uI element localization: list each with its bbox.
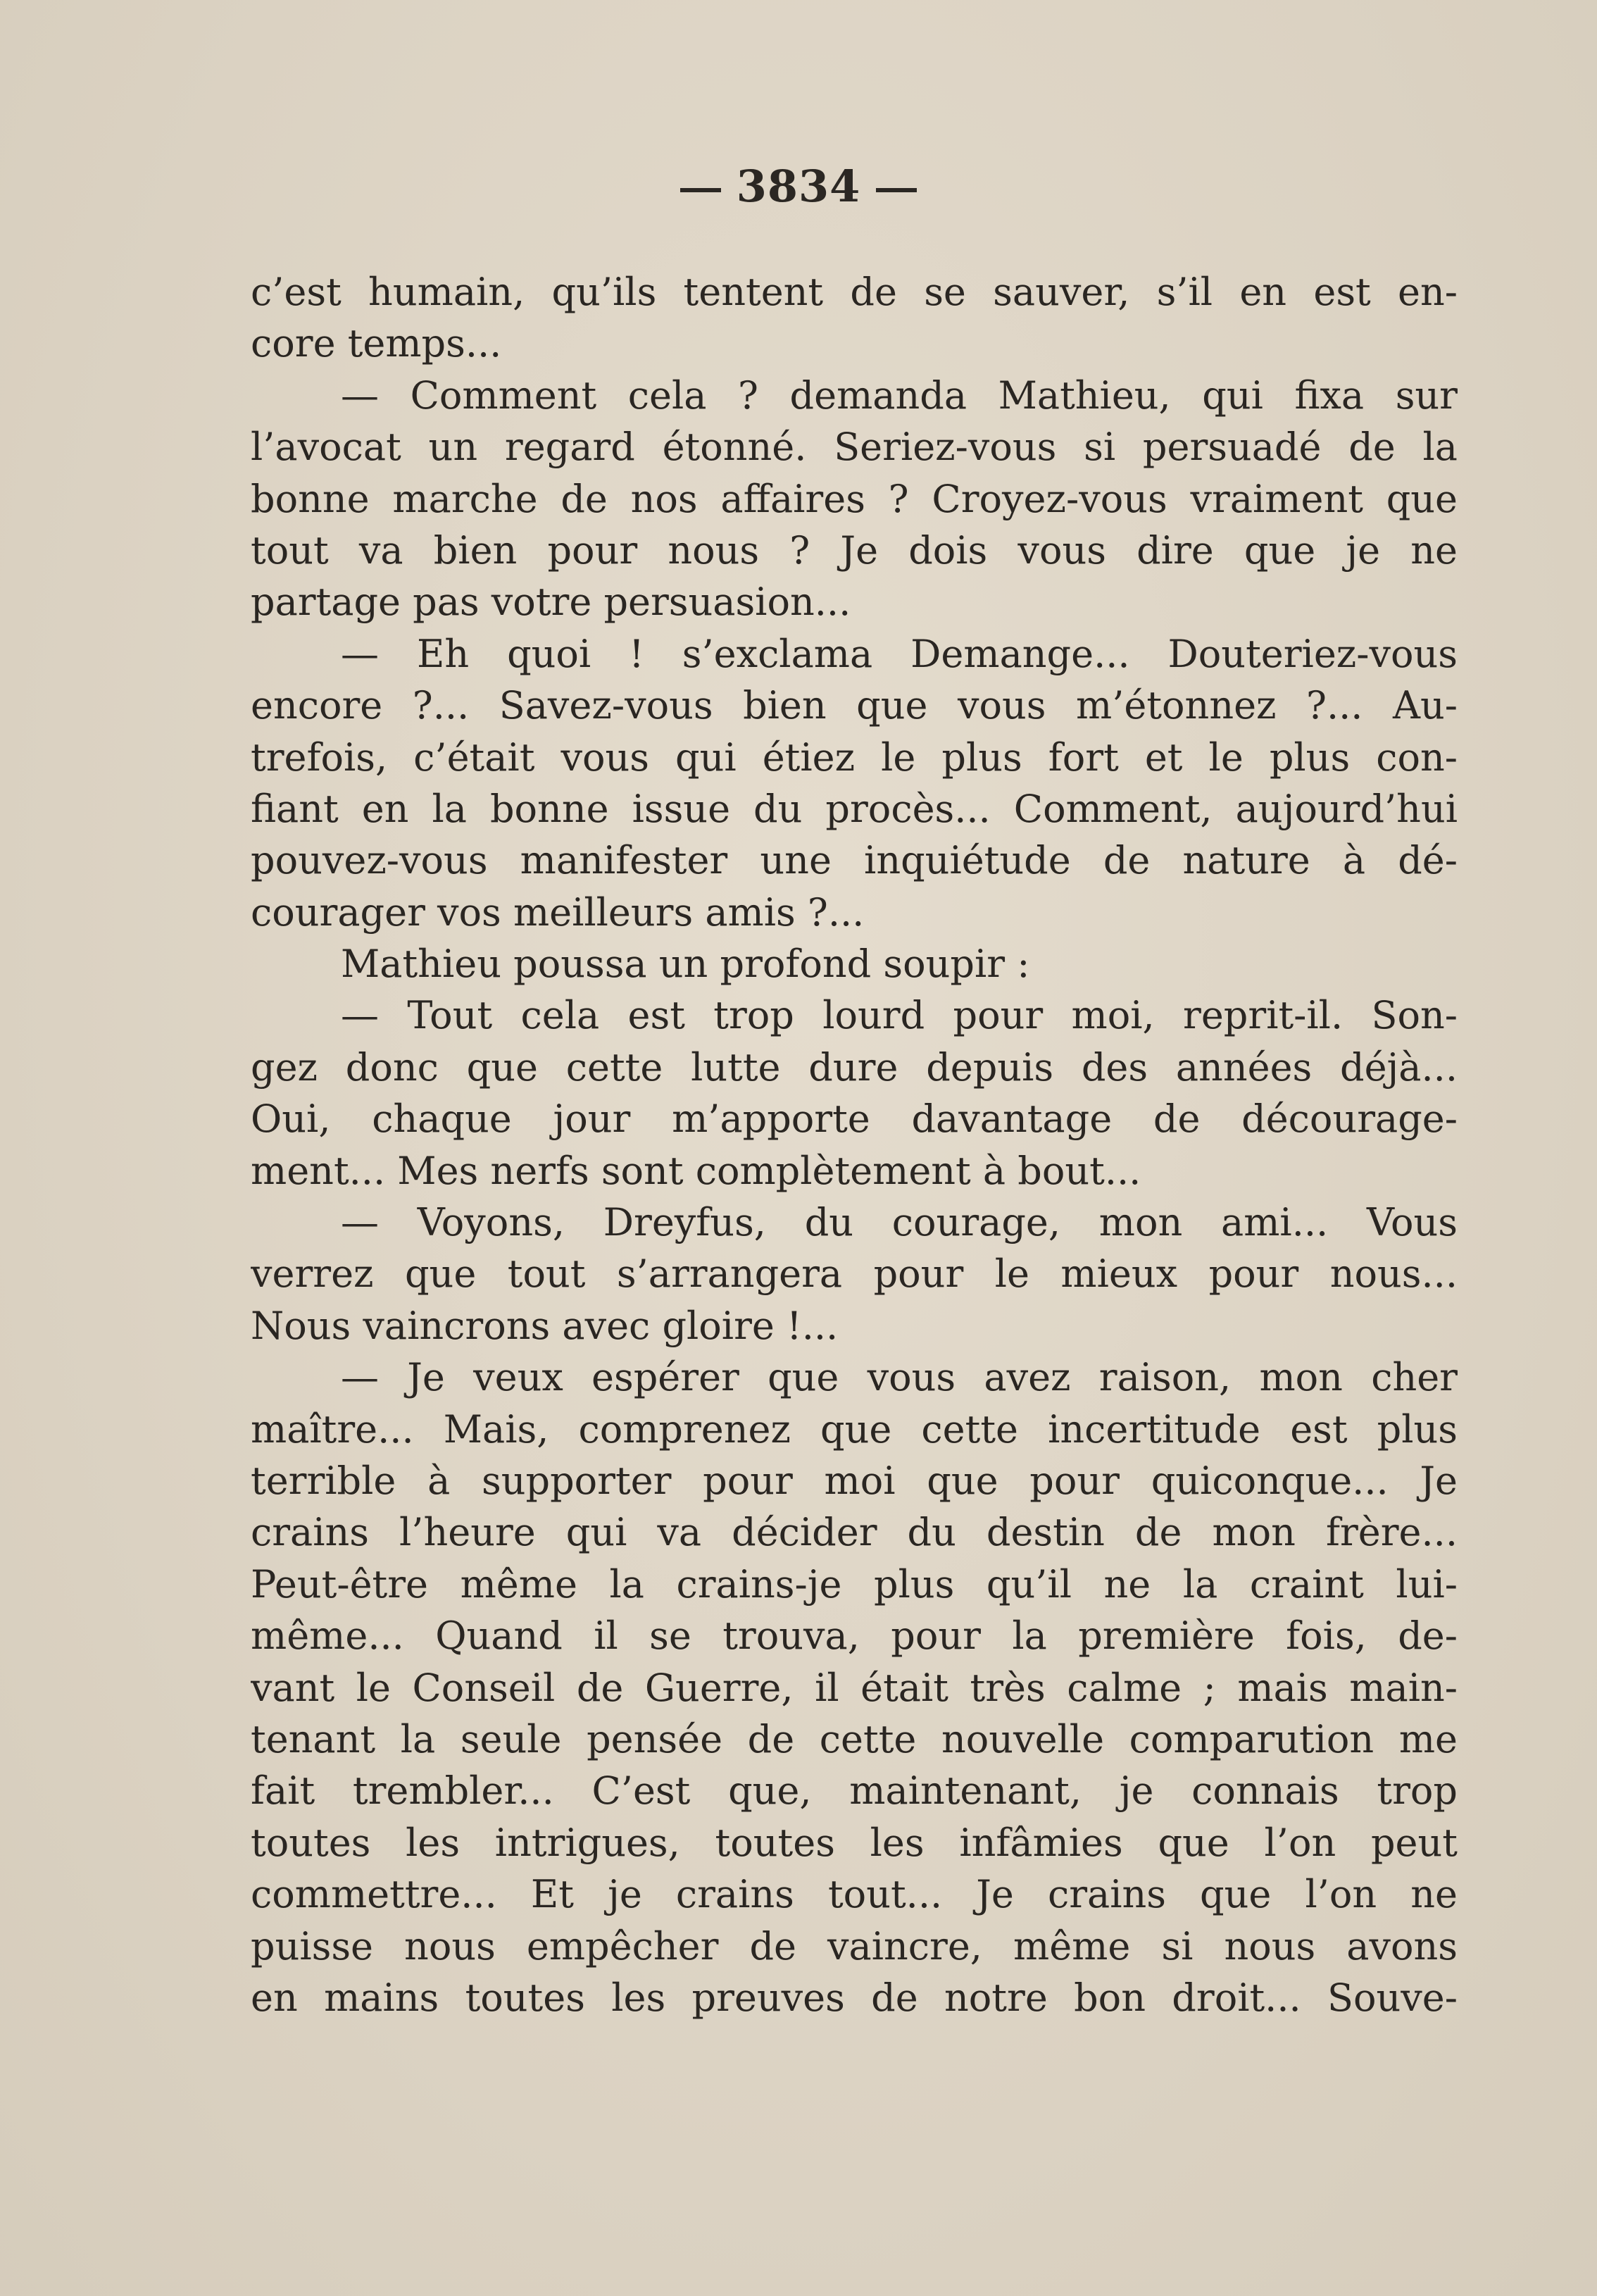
page-number xyxy=(0,161,1597,212)
text-line: — Voyons, Dreyfus, du courage, mon ami... Vous xyxy=(341,1200,1458,1245)
text-line: toutes les intrigues, toutes les infâmies que l’on peut xyxy=(251,1820,1458,1865)
text-line: — Je veux espérer que vous avez raison, mon cher xyxy=(341,1355,1458,1400)
text-line: pouvez-vous manifester une inquiétude de nature à dé- xyxy=(251,838,1458,883)
text-line: Oui, chaque jour m’apporte davantage de découragе- xyxy=(251,1097,1458,1142)
text-line: verrez que tout s’arrangera pour le mieux pour nous... xyxy=(251,1252,1458,1297)
text-line: trefois, c’était vous qui étiez le plus fort et le plus con- xyxy=(251,735,1458,780)
page-number-value: 3834 xyxy=(736,161,861,212)
text-line: Peut-être même la crains-je plus qu’il ne la craint lui- xyxy=(251,1561,1458,1606)
text-line: terrible à supporter pour moi que pour quiconque... Je xyxy=(251,1458,1458,1503)
text-line: maître... Mais, comprenez que cette incertitude est plus xyxy=(251,1406,1458,1452)
text-line: Mathieu poussa un profond soupir : xyxy=(341,942,1030,987)
text-line: puisse nous empêcher de vaincre, même si nous avons xyxy=(251,1923,1458,1969)
text-line: gez donc que cette lutte dure depuis des années déjà... xyxy=(251,1044,1458,1090)
text-line: c’est humain, qu’ils tentent de se sauver, s’il en est en- xyxy=(251,270,1458,314)
text-line: commettre... Et je crains tout... Je crains que l’on ne xyxy=(251,1872,1458,1917)
text-line: Nous vaincrons avec gloire !... xyxy=(251,1303,839,1348)
text-line: — Eh quoi ! s’exclama Demange... Douteriez-vous xyxy=(341,631,1458,676)
text-line: partage pas votre persuasion... xyxy=(251,580,851,625)
text-line: tenant la seule pensée de cette nouvelle comparution me xyxy=(251,1716,1458,1761)
text-line: — Comment cela ? demanda Mathieu, qui fixa sur xyxy=(341,373,1458,418)
text-line: même... Quand il se trouva, pour la première fois, de- xyxy=(251,1614,1458,1659)
text-line: en mains toutes les preuves de notre bon droit... Souve- xyxy=(251,1975,1458,2020)
text-line: encore ?... Savez-vous bien que vous m’étonnez ?... Au- xyxy=(251,683,1458,728)
text-line: — Tout cela est trop lourd pour moi, reprit-il. Son- xyxy=(341,993,1458,1038)
text-line: courager vos meilleurs amis ?... xyxy=(251,890,865,935)
page-number-left-dash xyxy=(680,188,721,192)
text-line: ment... Mes nerfs sont complètement à bout... xyxy=(251,1148,1141,1193)
page-number-right-dash xyxy=(876,188,917,192)
text-line: bonne marche de nos affaires ? Croyez-vous vraiment que xyxy=(251,476,1458,521)
text-line: vant le Conseil de Guerre, il était très calme ; mais main- xyxy=(251,1665,1458,1710)
body-text xyxy=(251,266,1458,2023)
text-line: fait trembler... C’est que, maintenant, je connais trop xyxy=(251,1768,1458,1814)
text-line: core temps... xyxy=(251,321,502,366)
text-line: crains l’heure qui va décider du destin de mon frère... xyxy=(251,1510,1458,1555)
text-line: tout va bien pour nous ? Je dois vous dire que je ne xyxy=(251,528,1458,573)
text-line: l’avocat un regard étonné. Seriez-vous si persuadé de la xyxy=(251,425,1458,470)
text-line: fiant en la bonne issue du procès... Comment, aujourd’hui xyxy=(251,786,1458,831)
